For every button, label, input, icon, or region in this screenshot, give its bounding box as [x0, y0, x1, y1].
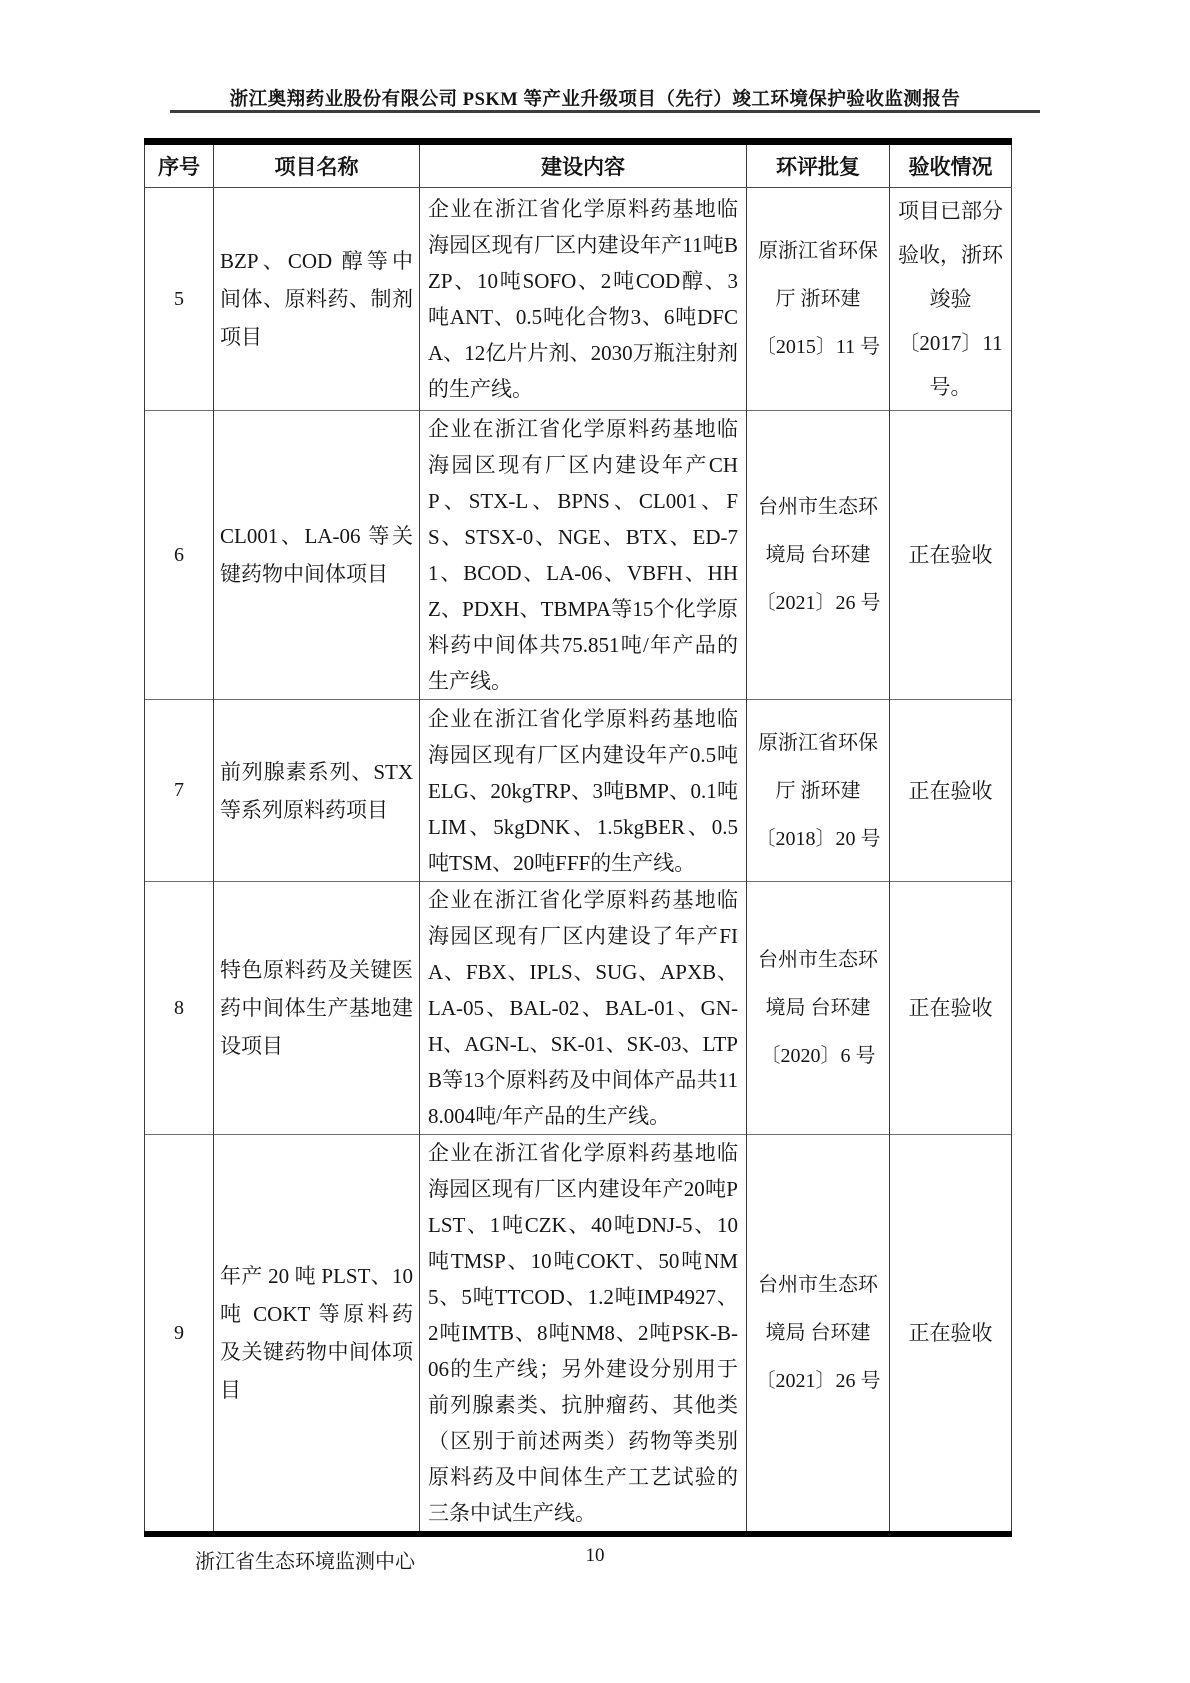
cell-construction-content: 企业在浙江省化学原料药基地临海园区现有厂区内建设了年产FIA、FBX、IPLS、SUG、APXB、LA-05、BAL-02、BAL-01、GN-H、AGN-L、SK-01、SK-03、LTPB等13个原料药及中间体产品共118.004吨/年产品的生产线。	[420, 882, 747, 1135]
page-title: 浙江奥翔药业股份有限公司 PSKM 等产业升级项目（先行）竣工环境保护验收监测报告	[229, 90, 961, 110]
cell-project-name: 前列腺素系列、STX 等系列原料药项目	[214, 700, 420, 882]
column-header-construction-content: 建设内容	[420, 142, 747, 188]
projects-table	[144, 138, 1012, 1537]
cell-construction-content: 企业在浙江省化学原料药基地临海园区现有厂区内建设年产11吨BZP、10吨SOFO、2吨COD醇、3吨ANT、0.5吨化合物3、6吨DFCA、12亿片片剂、2030万瓶注射剂的生产线。	[420, 188, 747, 411]
cell-project-name: CL001、LA-06 等关键药物中间体项目	[214, 411, 420, 700]
cell-acceptance-status: 正在验收	[890, 411, 1012, 700]
cell-acceptance-status: 正在验收	[890, 700, 1012, 882]
cell-row-number: 8	[145, 882, 214, 1135]
header-rule-divider	[170, 110, 1040, 113]
footer-page-number: 10	[585, 1545, 605, 1566]
cell-construction-content: 企业在浙江省化学原料药基地临海园区现有厂区内建设年产0.5吨ELG、20kgTRP、3吨BMP、0.1吨LIM、5kgDNK、1.5kgBER、0.5吨TSM、20吨FFF的生产线。	[420, 700, 747, 882]
cell-acceptance-status: 项目已部分验收，浙环竣验〔2017〕11 号。	[890, 188, 1012, 411]
cell-row-number: 5	[145, 188, 214, 411]
cell-row-number: 7	[145, 700, 214, 882]
column-header-eia-approval: 环评批复	[747, 142, 890, 188]
cell-construction-content: 企业在浙江省化学原料药基地临海园区现有厂区内建设年产CHP、STX-L、BPNS、CL001、FS、STSX-0、NGE、BTX、ED-71、BCOD、LA-06、VBFH、HHZ、PDXH、TBMPA等15个化学原料药中间体共75.851吨/年产品的生产线。	[420, 411, 747, 700]
cell-eia-approval: 台州市生态环境局 台环建〔2021〕26 号	[747, 1135, 890, 1535]
table-row	[145, 700, 1012, 882]
cell-acceptance-status: 正在验收	[890, 1135, 1012, 1535]
cell-row-number: 9	[145, 1135, 214, 1535]
cell-eia-approval: 原浙江省环保厅 浙环建〔2015〕11 号	[747, 188, 890, 411]
cell-eia-approval: 原浙江省环保厅 浙环建〔2018〕20 号	[747, 700, 890, 882]
column-header-project-name: 项目名称	[214, 142, 420, 188]
table-row	[145, 188, 1012, 411]
column-header-no: 序号	[145, 142, 214, 188]
table-row	[145, 411, 1012, 700]
cell-project-name: BZP、COD 醇等中间体、原料药、制剂项目	[214, 188, 420, 411]
cell-project-name: 特色原料药及关键医药中间体生产基地建设项目	[214, 882, 420, 1135]
cell-row-number: 6	[145, 411, 214, 700]
table-row	[145, 882, 1012, 1135]
cell-acceptance-status: 正在验收	[890, 882, 1012, 1135]
cell-project-name: 年产 20 吨 PLST、10 吨 COKT 等原料药及关键药物中间体项目	[214, 1135, 420, 1535]
table-row	[145, 1135, 1012, 1535]
column-header-acceptance-status: 验收情况	[890, 142, 1012, 188]
cell-eia-approval: 台州市生态环境局 台环建〔2020〕6 号	[747, 882, 890, 1135]
footer-organization: 浙江省生态环境监测中心	[195, 1551, 415, 1573]
cell-eia-approval: 台州市生态环境局 台环建〔2021〕26 号	[747, 411, 890, 700]
table-header-row	[145, 142, 1012, 188]
cell-construction-content: 企业在浙江省化学原料药基地临海园区现有厂区内建设年产20吨PLST、1吨CZK、40吨DNJ-5、10吨TMSP、10吨COKT、50吨NM5、5吨TTCOD、1.2吨IMP4927、2吨IMTB、8吨NM8、2吨PSK-B-06的生产线；另外建设分别用于前列腺素类、抗肿瘤药、其他类（区别于前述两类）药物等类别原料药及中间体生产工艺试验的三条中试生产线。	[420, 1135, 747, 1535]
